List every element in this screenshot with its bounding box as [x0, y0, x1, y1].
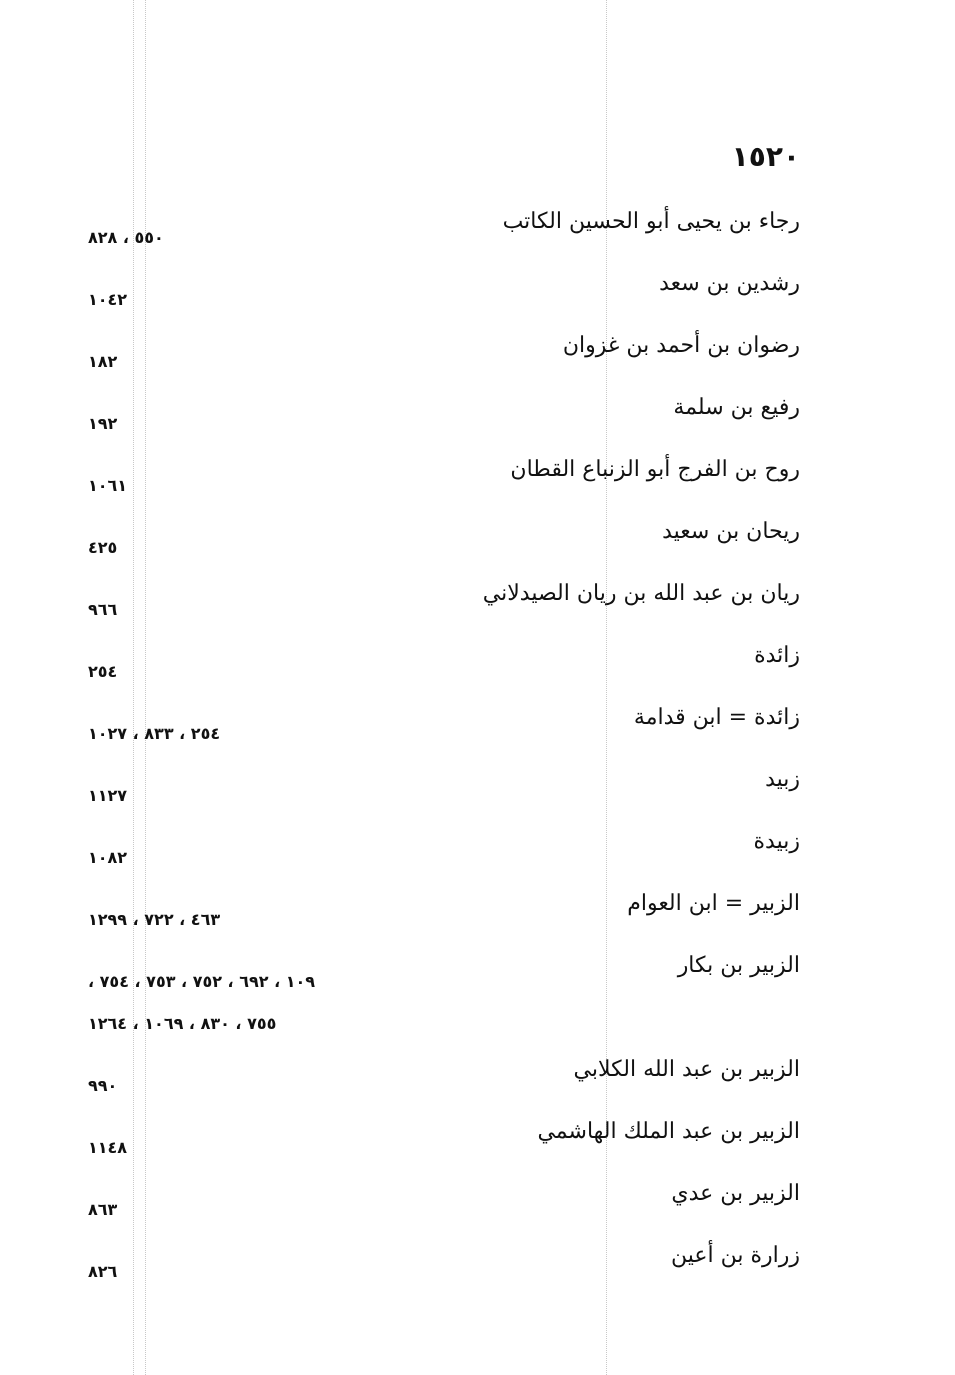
entry-pages: [88, 775, 127, 817]
entry-pages: [88, 1065, 117, 1107]
entry-pages-line: ٢٥٤: [88, 662, 118, 681]
entry-name: رشدين بن سعد: [659, 271, 800, 296]
entry-pages: [88, 217, 164, 259]
entry-pages-line: ٤٦٣ ، ٧٢٢ ، ١٢٩٩: [88, 910, 221, 929]
entry-pages-line: ٩٩٠: [88, 1076, 118, 1095]
index-entry: [80, 701, 800, 763]
entry-pages-line: ١٠٤٢: [88, 290, 128, 309]
entry-name: الزبير بن بكار: [677, 953, 800, 978]
index-entry: [80, 1177, 800, 1239]
page-number: ١٥٢٠: [731, 140, 800, 173]
entry-pages: [88, 1251, 117, 1293]
entry-name: رجاء بن يحيى أبو الحسين الكاتب: [502, 209, 800, 234]
index-entry: [80, 1239, 800, 1301]
entry-pages-line: ١٩٢: [88, 414, 118, 433]
entry-pages-line: ٧٥٥ ، ٨٣٠ ، ١٠٦٩ ، ١٢٦٤: [88, 1014, 277, 1033]
entry-pages: [88, 465, 127, 507]
index-entry: [80, 205, 800, 267]
entry-pages-line: ١١٢٧: [88, 786, 128, 805]
entry-pages: [88, 527, 117, 569]
entry-pages-line: ٨٦٣: [88, 1200, 118, 1219]
index-entry: [80, 267, 800, 329]
entry-name: زبيدة: [753, 829, 800, 854]
index-entry: [80, 949, 800, 1053]
entry-pages: [88, 1127, 127, 1169]
index-entry: [80, 639, 800, 701]
entry-pages: [88, 279, 127, 321]
entry-pages: [88, 899, 220, 941]
entry-pages-line: ٩٦٦: [88, 600, 118, 619]
entry-pages-line: ٤٢٥: [88, 538, 118, 557]
entry-name: رفيع بن سلمة: [673, 395, 800, 420]
entry-pages: [88, 589, 117, 631]
entry-pages: [88, 713, 220, 755]
entry-pages-line: ١٠٩ ، ٦٩٢ ، ٧٥٢ ، ٧٥٣ ، ٧٥٤ ،: [88, 972, 316, 991]
index-entry: [80, 1053, 800, 1115]
entry-pages: [88, 961, 315, 1045]
index-entry: [80, 825, 800, 887]
index-entry: [80, 1115, 800, 1177]
index-entry: [80, 763, 800, 825]
entry-name: زبيد: [765, 767, 800, 792]
entry-name: الزبير بن عبد الله الكلابي: [573, 1057, 800, 1082]
entry-pages-line: ١٠٦١: [88, 476, 128, 495]
entry-name: زائدة: [754, 643, 800, 668]
index-entry: [80, 391, 800, 453]
entry-pages: [88, 403, 117, 445]
entry-pages-line: ١١٤٨: [88, 1138, 128, 1157]
entry-pages: [88, 341, 117, 383]
entry-pages-line: ١٨٢: [88, 352, 118, 371]
index-entry: [80, 453, 800, 515]
entry-pages: [88, 837, 127, 879]
index-entry: [80, 577, 800, 639]
entry-name: زرارة بن أعين: [671, 1243, 800, 1268]
entry-pages-line: ٢٥٤ ، ٨٣٣ ، ١٠٢٧: [88, 724, 221, 743]
entry-pages-line: ٨٢٦: [88, 1262, 118, 1281]
entry-name: الزبير بن عدي: [671, 1181, 800, 1206]
entry-name: ريحان بن سعيد: [662, 519, 800, 544]
entry-name: روح بن الفرج أبو الزنباع القطان: [510, 457, 800, 482]
index-entry: [80, 515, 800, 577]
entry-name: زائدة = ابن قدامة: [633, 705, 800, 730]
entry-pages: [88, 1189, 117, 1231]
index-entries: [80, 205, 800, 1301]
index-entry: [80, 887, 800, 949]
entry-name: الزبير بن عبد الملك الهاشمي: [537, 1119, 800, 1144]
entry-pages: [88, 651, 117, 693]
entry-name: ريان بن عبد الله بن ريان الصيدلاني: [482, 581, 800, 606]
entry-pages-line: ٥٥٠ ، ٨٢٨: [88, 228, 164, 247]
entry-name: الزبير = ابن العوام: [627, 891, 800, 916]
entry-pages-line: ١٠٨٢: [88, 848, 128, 867]
entry-name: رضوان بن أحمد بن غزوان: [562, 333, 800, 358]
index-entry: [80, 329, 800, 391]
